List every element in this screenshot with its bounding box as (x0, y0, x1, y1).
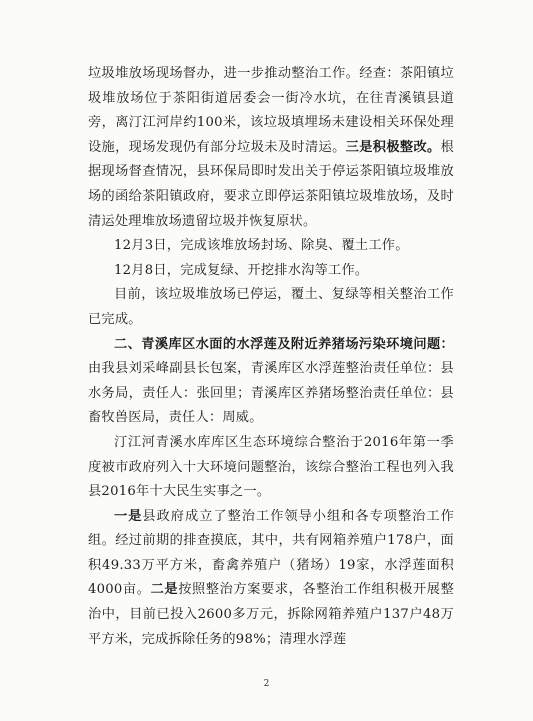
paragraph-6: 汀江河青溪水库库区生态环境综合整治于2016年第一季度被市政府列入十大环境问题整治，该综合整治工程也列入我县2016年十大民生实事之一。 (88, 434, 454, 500)
paragraph-1-emphasis: 三是积极整改。 (345, 139, 441, 155)
document-body (88, 62, 454, 652)
paragraph-4: 目前，该垃圾堆放场已停运，覆土、复绿等相关整治工作已完成。 (88, 287, 454, 327)
paragraph-7 (88, 505, 454, 653)
paragraph-7-emphasis-a: 一是 (114, 508, 143, 524)
paragraph-2: 12月3日，完成该堆放场封场、除臭、覆土工作。 (114, 238, 409, 254)
paragraph-1-text-b: 根据现场督查情况，县环保局即时发出关于停运茶阳镇垃圾堆放场的函给茶阳镇政府，要求立即停运茶阳镇垃圾堆放场，及时清运处理堆放场遗留垃圾并恢复原状。 (88, 139, 454, 229)
paragraph-1 (88, 62, 454, 234)
paragraph-7-text-b: 按照整治方案要求，各整治工作组积极开展整治中，目前已投入2600多万元，拆除网箱养殖户137户48万平方米，完成拆除任务的98%；清理水浮莲 (88, 582, 455, 647)
paragraph-3: 12月8日，完成复绿、开挖排水沟等工作。 (114, 262, 369, 278)
section-heading: 二、青溪库区水面的水浮莲及附近养猪场污染环境问题： (114, 336, 454, 352)
paragraph-5-text: 由我县刘采峰副县长包案，青溪库区水浮莲整治责任单位：县水务局，责任人：张回里；青溪库区养猪场整治责任单位：县畜牧兽医局，责任人：周威。 (88, 361, 454, 426)
page-number: 2 (263, 679, 270, 689)
paragraph-7-emphasis-b: 二是 (150, 582, 179, 598)
paragraph-1-text-a: 垃圾堆放场现场督办，进一步推动整治工作。经查：茶阳镇垃圾堆放场位于茶阳街道居委会一街冷水坑，在往青溪镇县道旁，离汀江河岸约100米，该垃圾填埋场未建设相关环保处理设施，现场发现仍有部分垃圾未及时清运。 (88, 66, 454, 155)
paragraph-7-text-a: 县政府成立了整治工作领导小组和各专项整治工作组。经过前期的排查摸底，其中，共有网箱养殖户178户，面积49.33万平方米，畜禽养殖户（猪场）19家，水浮莲面积4000亩。 (88, 508, 455, 598)
paragraph-5 (88, 333, 454, 431)
